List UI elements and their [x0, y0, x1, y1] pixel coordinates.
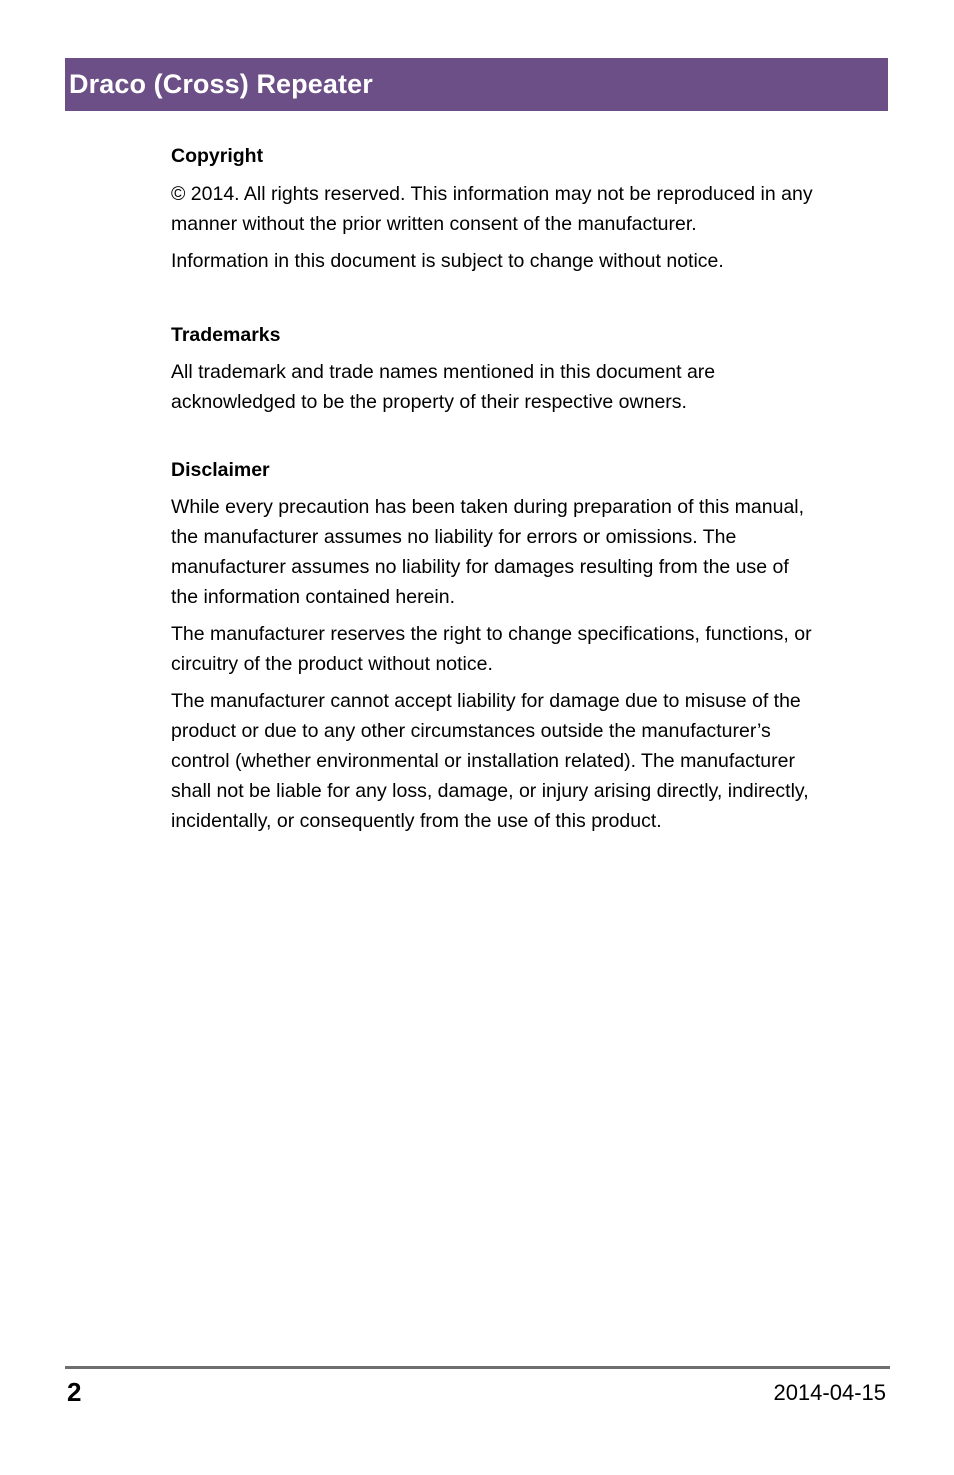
- section-heading-copyright: Copyright: [171, 145, 264, 167]
- copyright-paragraph: © 2014. All rights reserved. This information may not be reproduced in any manner without the prior written consent of the manufacturer.: [171, 183, 813, 235]
- disclaimer-paragraph-liability: While every precaution has been taken during preparation of this manual, the manufacturer assumes no liability for errors or omissions. The manufacturer assumes no liability for damages resulting from the use of the information contained herein.: [171, 496, 805, 608]
- page-number: 2: [67, 1377, 82, 1407]
- trademarks-paragraph: All trademark and trade names mentioned in this document are acknowledged to be the property of their respective owners.: [171, 361, 716, 413]
- footer-date: 2014-04-15: [773, 1380, 886, 1405]
- header-bar: [65, 58, 888, 111]
- disclaimer-paragraph-misuse: The manufacturer cannot accept liability for damage due to misuse of the product or due to any other circumstances outside the manufacturer’s control (whether environmental or installation related). The manufacturer shall not be liable for any loss, damage, or injury arising directly, indirectly, incidentally, or consequently from the use of this product.: [171, 690, 809, 832]
- footer-divider: [65, 1366, 890, 1369]
- document-title: Draco (Cross) Repeater: [69, 69, 373, 99]
- section-heading-trademarks: Trademarks: [171, 324, 281, 346]
- disclaimer-paragraph-specifications: The manufacturer reserves the right to change specifications, functions, or circuitry of the product without notice.: [171, 623, 812, 675]
- copyright-notice-paragraph: Information in this document is subject to change without notice.: [171, 250, 724, 272]
- section-heading-disclaimer: Disclaimer: [171, 459, 270, 481]
